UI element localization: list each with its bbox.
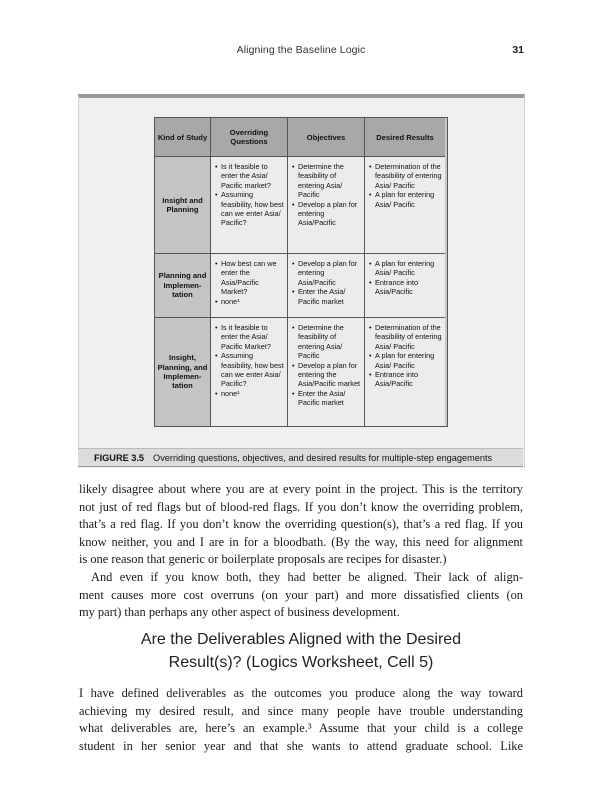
bullet-text: How best can we enter the Asia/Pacific Market? [221, 259, 277, 297]
text-line: what deliverables are, here’s an example.³ Assume that your child is a college [79, 721, 523, 736]
header-objectives: Objectives [288, 118, 365, 157]
text-line: my part) than perhaps any other aspect of business development. [79, 605, 400, 620]
figure-caption-text: Overriding questions, objectives, and desired results for multiple-step engagements [153, 452, 493, 463]
row-kind-label: Insight and Planning [155, 157, 211, 254]
table-list-item: • Develop a plan for entering Asia/Pacific [292, 199, 358, 228]
bullet-text: Entrance into Asia/Pacific [375, 370, 418, 389]
bullet-text: A plan for entering Asia/ Pacific [375, 190, 435, 209]
bullet-text: Enter the Asia/ Pacific market [298, 388, 346, 408]
table-list-item: • Is it feasible to enter the Asia/ Pacific market? [215, 162, 271, 190]
table-list-item: • Entrance into Asia/Pacific [369, 277, 418, 297]
questions-cell [211, 318, 288, 426]
bullet-text: A plan for entering Asia/ Pacific [375, 259, 435, 278]
row-kind-label: Planning and Implemen- tation [155, 254, 211, 318]
text-line: student in her senior year and that she wants to attend graduate school. Like [79, 738, 523, 753]
text-line: that’s a red flag. If you don’t know the overriding question(s), that’s a red flag. If you [79, 517, 523, 532]
header-overriding-questions: Overriding Questions [211, 118, 288, 157]
table-list-item: • Develop a plan for entering the Asia/Pacific market [292, 360, 361, 389]
bullet-text: Assuming feasibility, how best can we enter Asia/ Pacific? [221, 351, 284, 389]
running-head [0, 44, 602, 58]
paragraph-3 [79, 685, 523, 755]
table-list-item: • Determine the feasibility of entering Asia/ Pacific [292, 323, 344, 361]
bullet-text: Assuming feasibility, how best can we enter Asia/ Pacific? [221, 190, 284, 228]
text-line: I have defined deliverables as the outcomes you produce along the way toward [79, 686, 523, 700]
bullet-text: Determination of the feasibility of entering Asia/ Pacific [375, 162, 442, 190]
table-list-item: • Assuming feasibility, how best can we enter Asia/ Pacific? [215, 190, 284, 228]
results-cell [365, 318, 445, 426]
bullet-text: Is it feasible to enter the Asia/ Pacific market? [221, 162, 271, 190]
objectives-cell [288, 318, 365, 426]
questions-cell [211, 157, 288, 254]
table-list-item: • A plan for entering Asia/ Pacific [369, 259, 435, 278]
bullet-text: Is it feasible to enter the Asia/ Pacific Market? [221, 323, 271, 351]
text-line: likely disagree about where you are at every point in the project. This is the territory [79, 482, 523, 496]
bullet-text: none¹ [221, 388, 240, 398]
questions-cell [211, 254, 288, 318]
results-cell [365, 157, 445, 254]
table-list-item: • Determination of the feasibility of entering Asia/ Pacific [369, 162, 442, 190]
bullet-text: Develop a plan for entering Asia/Pacific [298, 259, 358, 287]
bullet-text: Develop a plan for entering Asia/Pacific [298, 199, 358, 228]
table-list-item: • Enter the Asia/ Pacific market [292, 388, 346, 408]
table-list-item: • A plan for entering Asia/ Pacific [369, 351, 435, 370]
text-line: is one reason that generic or boilerplate proposals are recipes for disaster.) [79, 552, 447, 567]
header-kind-of-study: Kind of Study [155, 118, 211, 157]
running-head-title: Aligning the Baseline Logic [236, 44, 366, 56]
text-line: not just of red flags but of blood-red flags. If you don’t know the overriding problem, [79, 499, 523, 514]
row-kind-label: Insight, Planning, and Implemen- tation [155, 318, 211, 426]
results-cell [365, 254, 445, 318]
table-list-item: • A plan for entering Asia/ Pacific [369, 190, 435, 209]
table-list-item: • none¹ [215, 388, 240, 398]
bullet-text: A plan for entering Asia/ Pacific [375, 351, 435, 370]
figure-caption-label: FIGURE 3.5 [94, 452, 145, 463]
table-list-item: • Assuming feasibility, how best can we enter Asia/ Pacific? [215, 351, 284, 389]
text-line: And even if you know both, they had better be aligned. Their lack of align- [91, 570, 523, 584]
text-line: achieving my desired result, and since many people have trouble understanding [79, 703, 523, 718]
figure-caption [78, 448, 523, 467]
bullet-text: none¹ [221, 296, 240, 306]
text-line: know neither, you and I are in for a bloodbath. (By the way, this need for alignment [79, 534, 523, 549]
section-heading-line: Result(s)? (Logics Worksheet, Cell 5) [168, 654, 434, 671]
page-number: 31 [512, 44, 524, 56]
bullet-text: Develop a plan for entering the Asia/Pacific market [298, 360, 361, 389]
table-list-item: • Determine the feasibility of entering Asia/ Pacific [292, 162, 344, 200]
table-list-item: • Entrance into Asia/Pacific [369, 370, 418, 389]
table-list-item: • Develop a plan for entering Asia/Pacific [292, 259, 358, 287]
paragraph-2 [79, 569, 523, 622]
objectives-cell [288, 157, 365, 254]
paragraph-1 [79, 481, 523, 569]
section-heading [79, 628, 523, 674]
bullet-text: Determine the feasibility of entering Asia/ Pacific [298, 323, 344, 361]
section-heading-line: Are the Deliverables Aligned with the Desired [140, 631, 462, 648]
table-list-item: • Determination of the feasibility of entering Asia/ Pacific [369, 323, 442, 351]
objectives-cell [288, 254, 365, 318]
text-line: ment causes more cost overruns (on your part) and more dissatisfied clients (on [79, 587, 523, 602]
figure-3-5 [78, 94, 525, 468]
table-list-item: • Is it feasible to enter the Asia/ Pacific Market? [215, 323, 271, 351]
table-list-item: • Enter the Asia/ Pacific market [292, 287, 346, 306]
bullet-text: Entrance into Asia/Pacific [375, 277, 418, 297]
table-list-item: • How best can we enter the Asia/Pacific Market? [215, 259, 277, 297]
bullet-text: Determine the feasibility of entering Asia/ Pacific [298, 162, 344, 200]
figure-table [154, 117, 448, 427]
bullet-text: Enter the Asia/ Pacific market [298, 287, 346, 306]
header-desired-results: Desired Results [365, 118, 445, 157]
bullet-text: Determination of the feasibility of entering Asia/ Pacific [375, 323, 442, 351]
table-list-item: • none¹ [215, 296, 240, 306]
